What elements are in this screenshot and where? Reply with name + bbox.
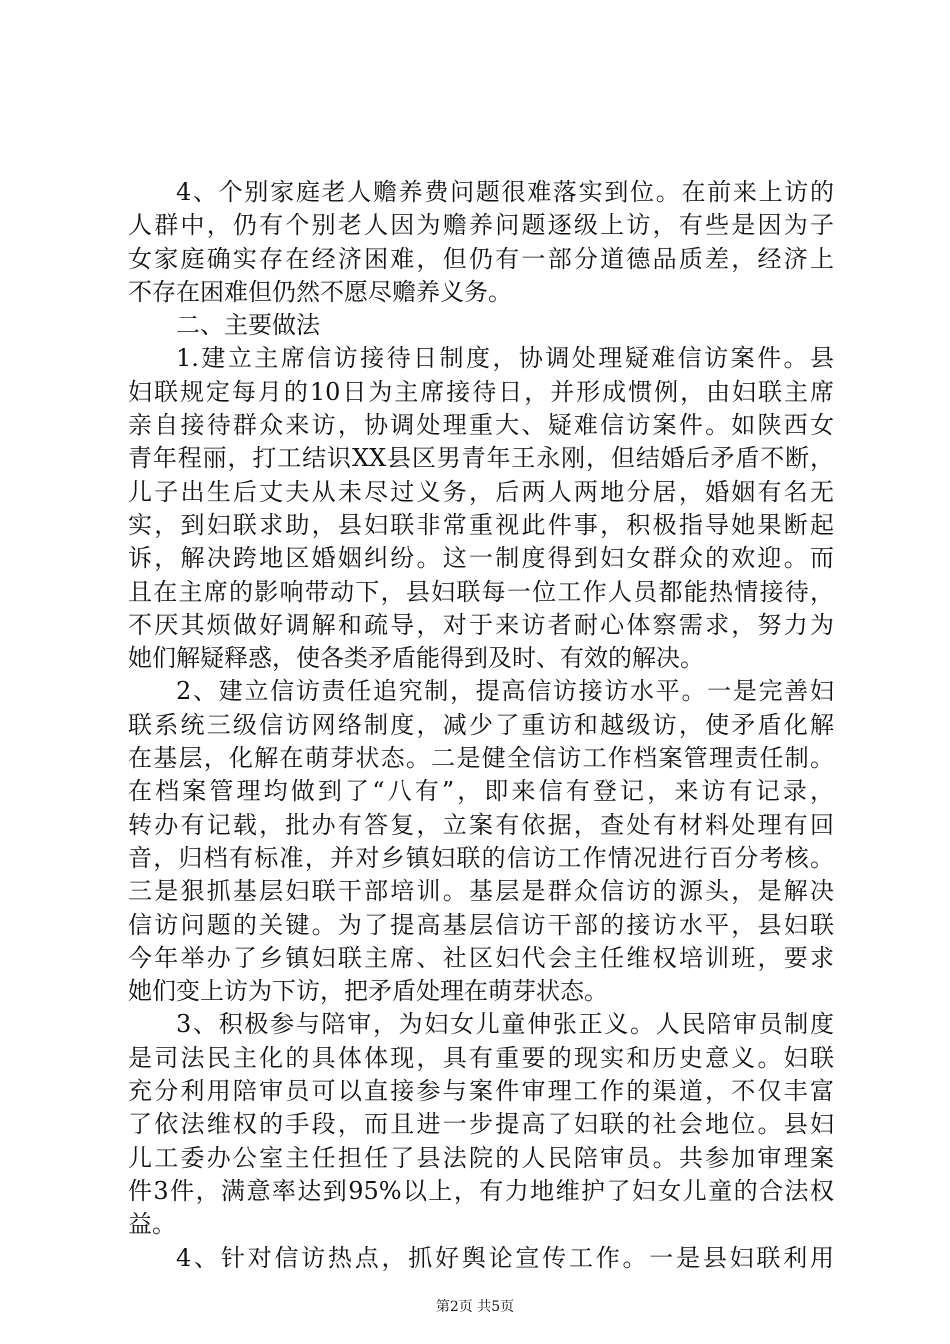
text-line: 妇联规定每月的10日为主席接待日，并形成惯例，由妇联主席	[128, 377, 834, 406]
text-line: 在基层，化解在萌芽状态。二是健全信访工作档案管理责任制。	[128, 744, 834, 773]
text-line: 益。	[128, 1210, 176, 1239]
text-line: 在档案管理均做到了“八有”，即来信有登记，来访有记录，	[128, 777, 834, 806]
text-line: 儿工委办公室主任担任了县法院的人民陪审员。共参加审理案	[128, 1143, 834, 1172]
text-line: 了依法维权的手段，而且进一步提高了妇联的社会地位。县妇	[128, 1110, 834, 1139]
text-line: 青年程丽，打工结识XX县区男青年王永刚，但结婚后矛盾不断，	[128, 444, 834, 473]
text-line: 1.建立主席信访接待日制度，协调处理疑难信访案件。县	[176, 344, 834, 373]
text-line: 音，归档有标准，并对乡镇妇联的信访工作情况进行百分考核。	[128, 843, 834, 872]
text-line: 今年举办了乡镇妇联主席、社区妇代会主任维权培训班，要求	[128, 943, 834, 972]
text-line: 实，到妇联求助，县妇联非常重视此件事，积极指导她果断起	[128, 510, 834, 539]
text-line: 女家庭确实存在经济困难，但仍有一部分道德品质差，经济上	[128, 244, 834, 273]
text-line: 她们变上访为下访，把矛盾处理在萌芽状态。	[128, 977, 608, 1006]
text-line: 亲自接待群众来访，协调处理重大、疑难信访案件。如陕西女	[128, 411, 834, 440]
text-line: 儿子出生后丈夫从未尽过义务，后两人两地分居，婚姻有名无	[128, 477, 834, 506]
document-body	[128, 176, 834, 1275]
text-line: 充分利用陪审员可以直接参与案件审理工作的渠道，不仅丰富	[128, 1077, 834, 1106]
text-line: 二、主要做法	[176, 311, 320, 340]
text-line: 4、针对信访热点，抓好舆论宣传工作。一是县妇联利用	[176, 1243, 834, 1272]
text-line: 人群中，仍有个别老人因为赡养问题逐级上访，有些是因为子	[128, 211, 834, 240]
text-line: 件3件，满意率达到95%以上，有力地维护了妇女儿童的合法权	[128, 1176, 834, 1205]
text-line: 诉，解决跨地区婚姻纠纷。这一制度得到妇女群众的欢迎。而	[128, 544, 834, 573]
text-line: 4、个别家庭老人赡养费问题很难落实到位。在前来上访的	[176, 178, 834, 206]
text-line: 她们解疑释惑，使各类矛盾能得到及时、有效的解决。	[128, 644, 704, 673]
text-line: 不存在困难但仍然不愿尽赡养义务。	[128, 277, 512, 306]
text-line: 且在主席的影响带动下，县妇联每一位工作人员都能热情接待，	[128, 577, 834, 606]
text-line: 2、建立信访责任追究制，提高信访接访水平。一是完善妇	[176, 677, 834, 706]
page-footer: 第2页 共5页	[435, 1299, 515, 1315]
text-line: 联系统三级信访网络制度，减少了重访和越级访，使矛盾化解	[128, 710, 834, 739]
text-line: 不厌其烦做好调解和疏导，对于来访者耐心体察需求，努力为	[128, 610, 834, 639]
text-line: 三是狠抓基层妇联干部培训。基层是群众信访的源头，是解决	[128, 877, 834, 906]
text-line: 转办有记载，批办有答复，立案有依据，查处有材料处理有回	[128, 810, 834, 839]
text-line: 信访问题的关键。为了提高基层信访干部的接访水平，县妇联	[128, 910, 834, 939]
text-line: 3、积极参与陪审，为妇女儿童伸张正义。人民陪审员制度	[176, 1010, 834, 1039]
text-line: 是司法民主化的具体体现，具有重要的现实和历史意义。妇联	[128, 1043, 834, 1072]
